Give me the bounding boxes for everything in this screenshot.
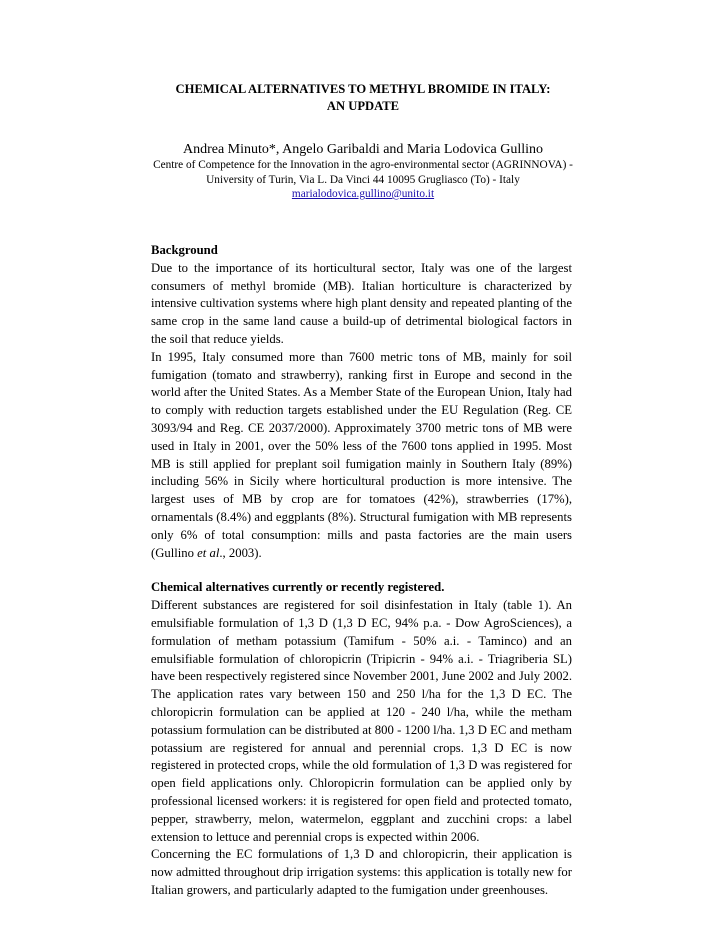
section-gap	[151, 562, 572, 579]
background-paragraph-2-end: ., 2003).	[219, 545, 262, 560]
affiliation	[100, 158, 626, 202]
title-line-1: CHEMICAL ALTERNATIVES TO METHYL BROMIDE IN ITALY:	[175, 82, 551, 96]
paper-body	[151, 242, 572, 900]
paper-title	[100, 81, 626, 115]
background-paragraph-2-text: In 1995, Italy consumed more than 7600 metric tons of MB, mainly for soil fumigation (tomato and strawberry), ranking first in Europe and second in the world after the United States. As a Member State of the European Union, Italy had to comply with reduction targets established under the EU Regulation (Reg. CE 3093/94 and Reg. CE 2037/2000). Approximately 3700 metric tons of MB were used in Italy in 2001, over the 50% less of the 7600 tons applied in 1995. Most MB is still applied for preplant soil fumigation mainly in Southern Italy (89%) including 56% in Sicily where horticultural production is more intensive. The largest uses of MB by crop are for tomatoes (42%), strawberries (17%), ornamentals (8.4%) and eggplants (8%). Structural fumigation with MB represents only 6% of total consumption: mills and pasta factories are the main users (Gullino	[151, 349, 572, 560]
title-line-2: AN UPDATE	[326, 99, 400, 113]
chemical-paragraph-1: Different substances are registered for soil disinfestation in Italy (table 1). An emulsifiable formulation of 1,3 D (1,3 D EC, 94% p.a. - Dow AgroSciences), a formulation of metham potassium (Tamifum - 50% a.i. - Taminco) and an emulsifiable formulation of chloropicrin (Tripicrin - 94% a.i. - Triagriberia SL) have been respectively registered since November 2001, June 2002 and July 2002. The application rates vary between 150 and 250 l/ha for the 1,3 D EC. The chloropicrin formulation can be applied at 120 - 240 l/ha, while the metham potassium formulation can be distributed at 800 - 1200 l/ha. 1,3 D EC and metham potassium are registered for annual and perennial crops. 1,3 D EC is now registered in protected crops, while the old formulation of 1,3 D was registered for open field applications only. Chloropicrin formulation can be applied only by professional licensed workers: it is registered for open field and protected tomato, pepper, strawberry, melon, watermelon, eggplant and zucchini crops: a label extension to lettuce and perennial crops is expected within 2006.	[151, 598, 572, 844]
background-paragraph-1: Due to the importance of its horticultural sector, Italy was one of the largest consumers of methyl bromide (MB). Italian horticulture is characterized by intensive cultivation systems where high plant density and repeated planting of the same crop in the same land cause a build-up of detrimental biological factors in the soil that reduce yields.	[151, 260, 572, 346]
section-heading-chemical-alternatives: Chemical alternatives currently or recently registered.	[151, 580, 445, 595]
affiliation-line-1: Centre of Competence for the Innovation in the agro-environmental sector (AGRINNOVA) -	[153, 159, 573, 171]
affiliation-line-2: University of Turin, Via L. Da Vinci 44 10095 Grugliasco (To) - Italy	[206, 173, 520, 186]
chemical-paragraph-2: Concerning the EC formulations of 1,3 D and chloropicrin, their application is now admitted throughout drip irrigation systems: this application is totally new for Italian growers, and particularly adapted to the fumigation under greenhouses.	[151, 847, 572, 897]
author-list: Andrea Minuto*, Angelo Garibaldi and Maria Lodovica Gullino	[182, 142, 544, 157]
section-heading-background: Background	[151, 243, 218, 257]
citation-et-al: et al	[197, 545, 220, 560]
background-paragraph-2	[151, 349, 572, 563]
email-link[interactable]: marialodovica.gullino@unito.it	[291, 188, 435, 200]
